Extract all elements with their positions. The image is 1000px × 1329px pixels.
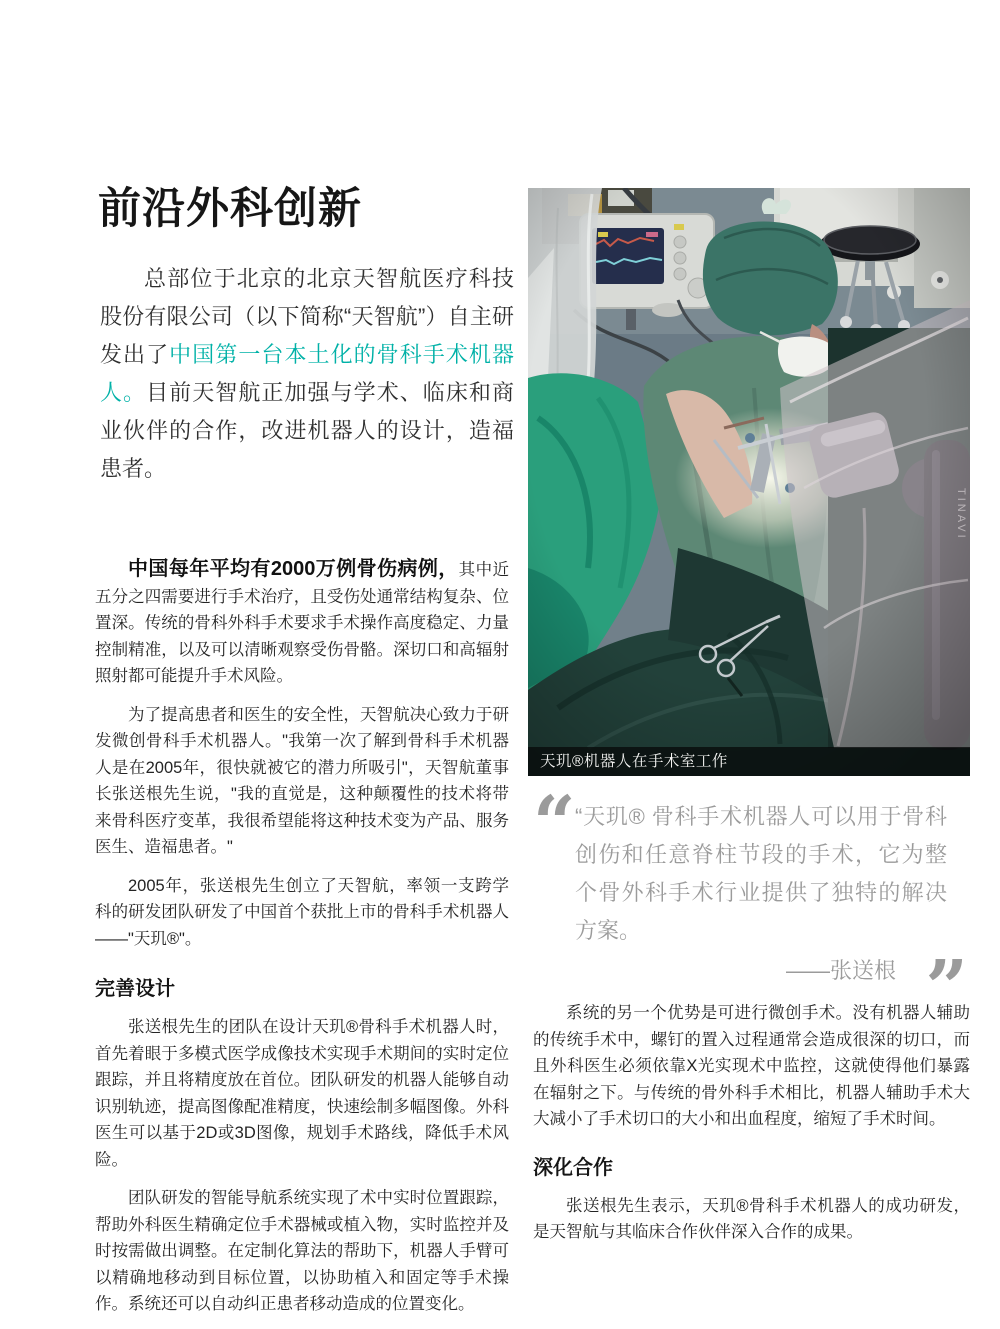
body-paragraph: 团队研发的智能导航系统实现了术中实时位置跟踪，帮助外科医生精确定位手术器械或植入物，实时监控并及时按需做出调整。在定制化算法的帮助下，机器人手臂可以精确地移动到目标位置，以协助植入和固定等手术操作。系统还可以自动纠正患者移动造成的位置变化。: [95, 1189, 509, 1313]
photo-caption: 天玑®机器人在手术室工作: [528, 747, 970, 776]
operating-room-illustration: [528, 188, 970, 776]
open-quote-icon: “: [533, 781, 576, 867]
intro-highlight: 中国第一台本土化的骨科手术机器人。: [100, 342, 514, 405]
body-paragraph: 为了提高患者和医生的安全性，天智航决心致力于研发微创骨科手术机器人。"我第一次了解到骨科手术机器人是在2005年，很快就被它的潜力所吸引"，天智航董事长张送根先生说，"我的直觉是，这种颠覆性的技术将带来骨科医疗变革，我很希望能将这种技术变为产品、服务医生、造福患者。": [95, 705, 509, 856]
quote-attribution: ——张送根: [785, 958, 896, 983]
quote-text: “天玑® 骨科手术机器人可以用于骨科创伤和任意脊柱节段的手术，它为整个骨外科手术行业提供了独特的解决方案。: [575, 804, 947, 943]
left-column: [95, 556, 509, 1329]
body-paragraph: 2005年，张送根先生创立了天智航，率领一支跨学科的研发团队研发了中国首个获批上市的骨科手术机器人——"天玑®"。: [95, 876, 509, 948]
intro-paragraph: [100, 260, 514, 488]
section-heading-cooperation: 深化合作: [533, 1156, 613, 1179]
page-title: 前沿外科创新: [98, 185, 362, 233]
paragraph-rest: 其中近五分之四需要进行手术治疗，且受伤处通常结构复杂、位置深。传统的骨科外科手术要求手术操作高度稳定、力量控制精准，以及可以清晰观察受伤骨骼。深切口和高辐射照射都可能提升手术风险。: [95, 561, 509, 685]
section-heading-design: 完善设计: [95, 978, 175, 1000]
body-paragraph: 张送根先生表示，天玑®骨科手术机器人的成功研发，是天智航与其临床合作伙伴深入合作的成果。: [533, 1196, 970, 1241]
intro-prefix: 总部位于北京的北京天智航医疗科技股份有限公司（以下简称“天智航”）自主研发出了: [100, 266, 514, 367]
intro-suffix: 目前天智航正加强与学术、临床和商业伙伴的合作，改进机器人的设计，造福患者。: [100, 380, 514, 481]
close-quote-icon: ”: [925, 945, 968, 1031]
body-paragraph: [95, 556, 509, 690]
right-column: [533, 1000, 970, 1258]
body-paragraph: 系统的另一个优势是可进行微创手术。没有机器人辅助的传统手术中，螺钉的置入过程通常会造成很深的切口，而且外科医生必须依靠X光实现术中监控，这就使得他们暴露在辐射之下。与传统的骨外科手术相比，机器人辅助手术大大减小了手术切口的大小和出血程度，缩短了手术时间。: [533, 1004, 970, 1128]
surgery-photo: [528, 188, 970, 776]
paragraph-lead-bold: 中国每年平均有2000万例骨伤病例，: [128, 558, 459, 580]
pull-quote: [533, 781, 970, 1031]
body-paragraph: 张送根先生的团队在设计天玑®骨科手术机器人时，首先着眼于多模式医学成像技术实现手术期间的实时定位跟踪，并且将精度放在首位。团队研发的机器人能够自动识别轨迹，提高图像配准精度，快速绘制多幅图像。外科医生可以基于2D或3D图像，规划手术路线，降低手术风险。: [95, 1018, 509, 1169]
